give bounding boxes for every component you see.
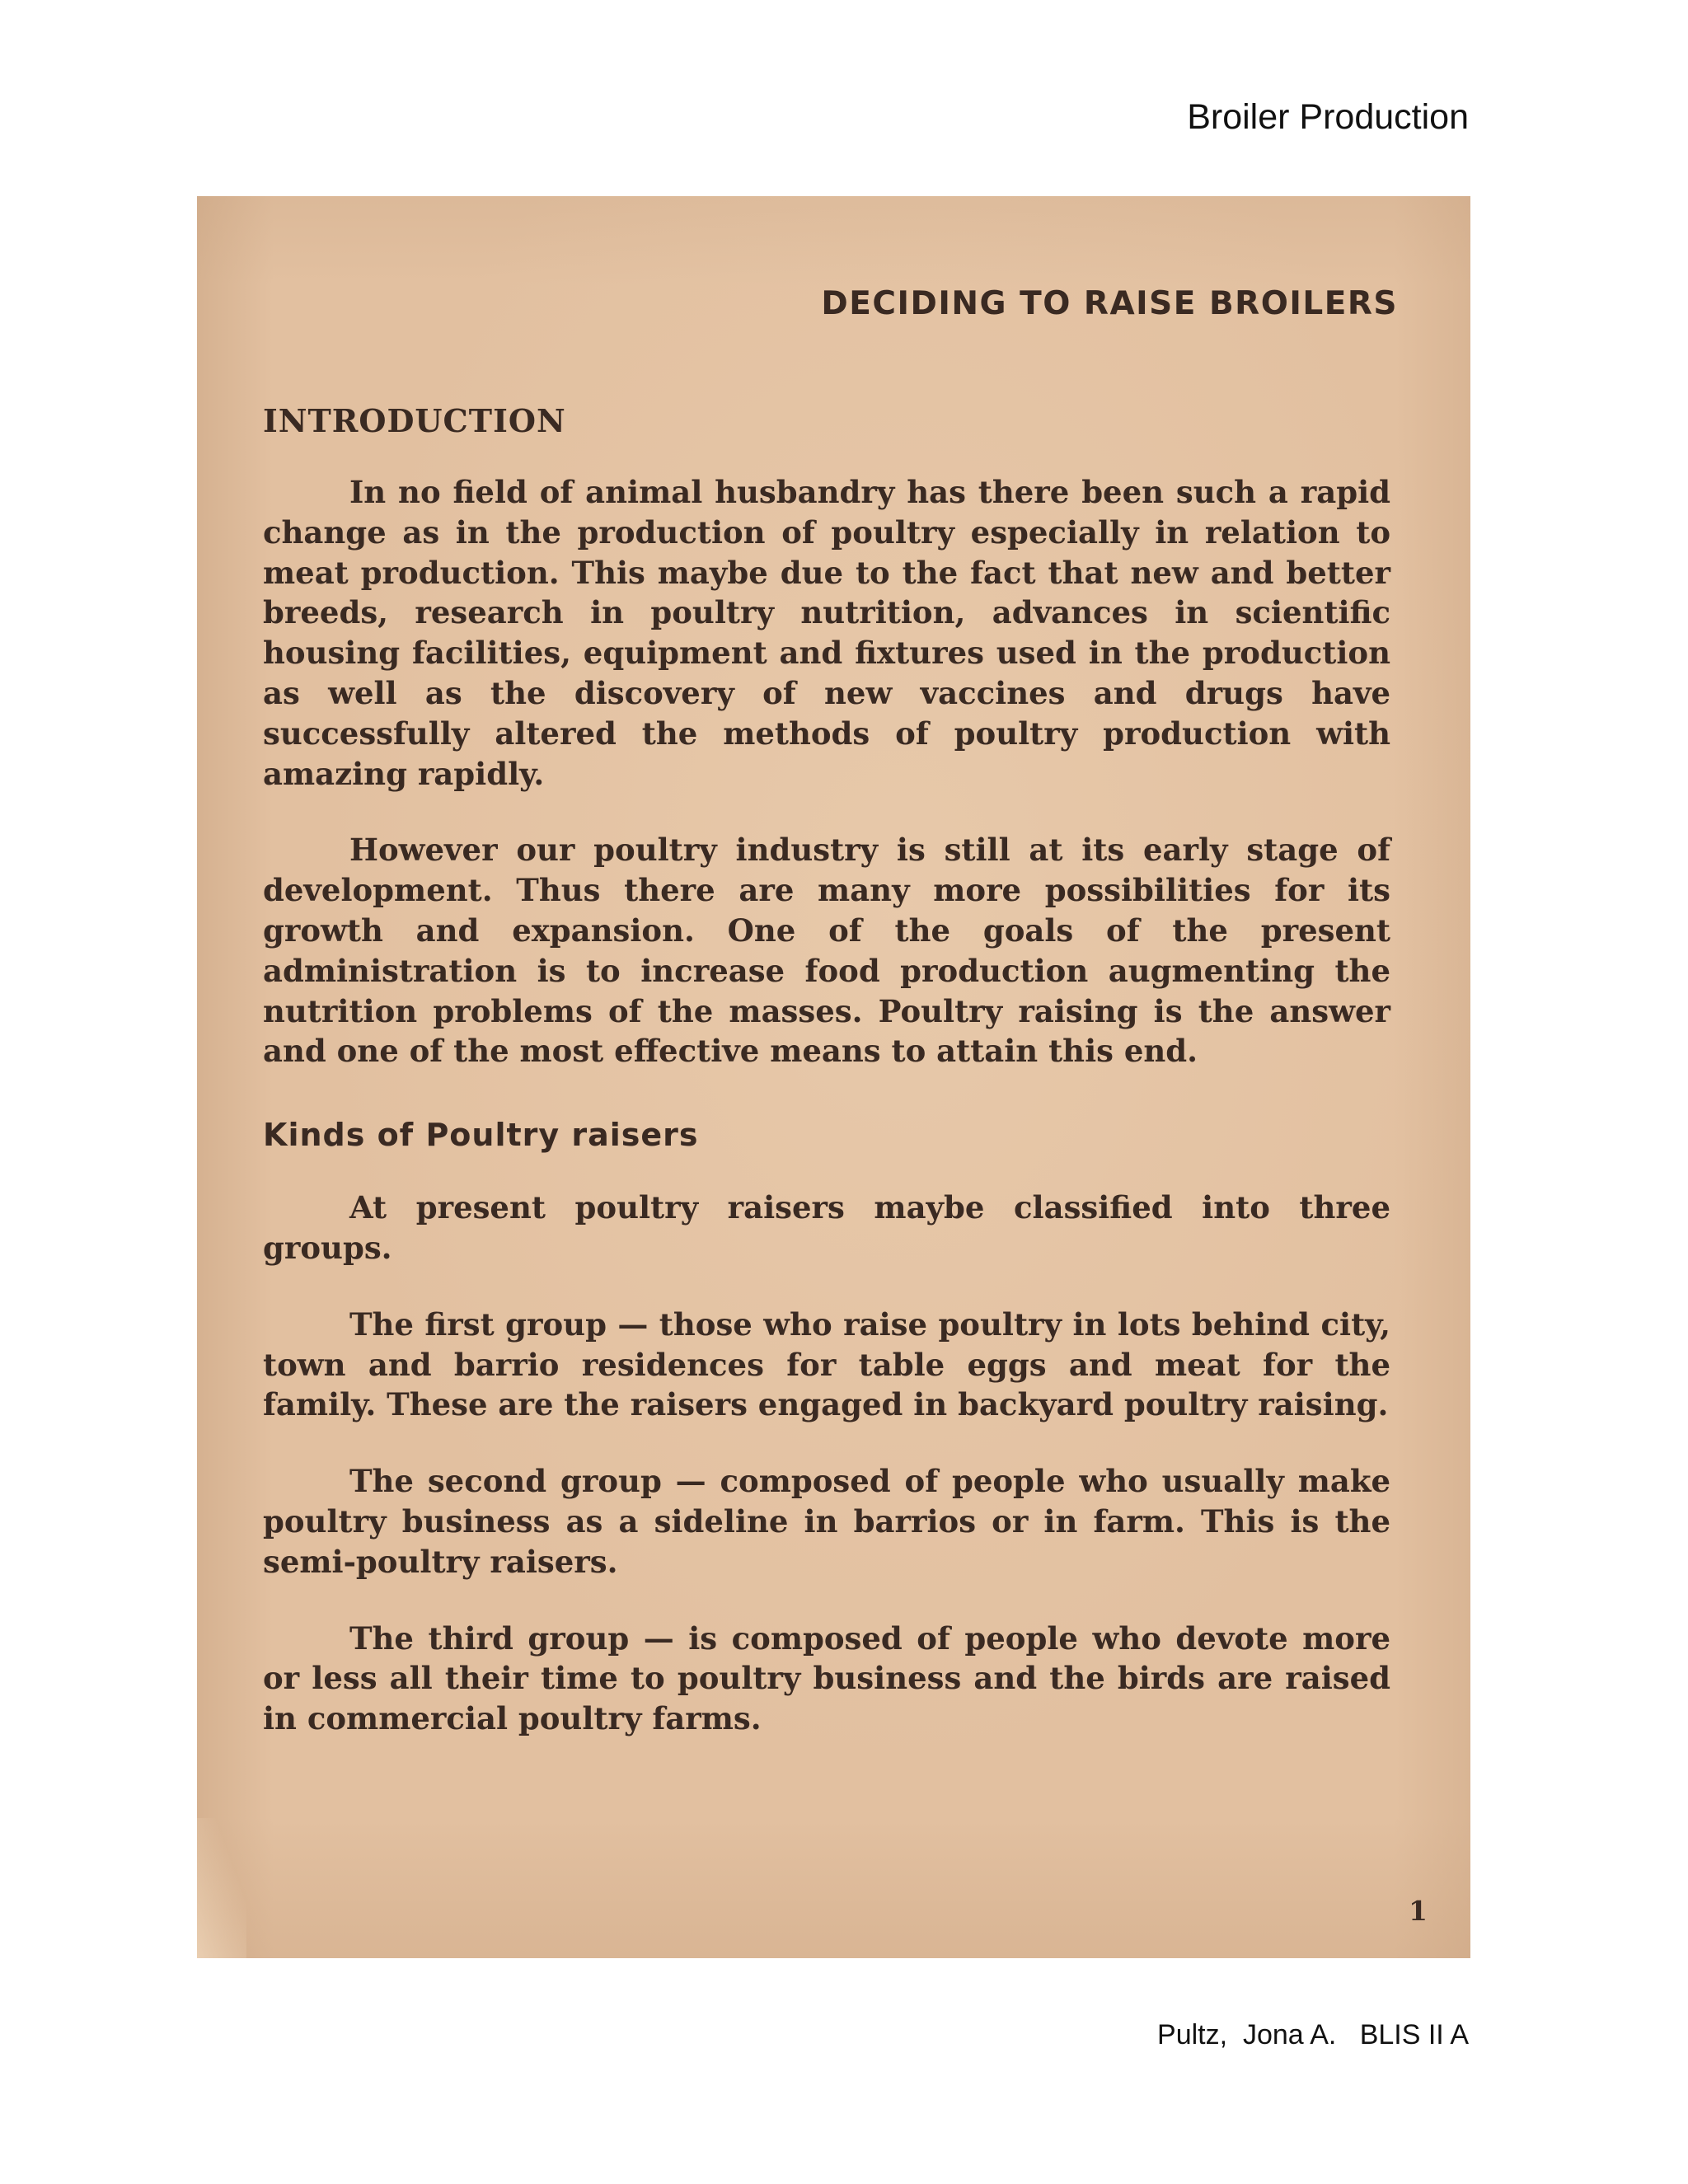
kinds-paragraph: The second group — composed of people who usually make poultry business as a sideline in barrios or in farm. This is the semi-poultry raisers.	[263, 1463, 1390, 1580]
introduction-paragraph: However our poultry industry is still at its early stage of development. Thus there are many more possibilities for its growth and expansion. One of the goals of the present administration is to increase food production augmenting the nutrition problems of the masses. Poultry raising is the answer and one of the most effective means to attain this end.	[263, 832, 1390, 1070]
chapter-title: DECIDING TO RAISE BROILERS	[821, 285, 1398, 322]
page-number: 1	[1409, 1895, 1428, 1927]
section-heading-kinds-of-poultry-raisers: Kinds of Poultry raisers	[263, 1117, 699, 1154]
document-header-title: Broiler Production	[1187, 97, 1469, 137]
document-footer-credit: Pultz, Jona A. BLIS II A	[1157, 2019, 1469, 2050]
kinds-paragraph: The first group — those who raise poultry in lots behind city, town and barrio residences for table eggs and meat for the family. These are the raisers engaged in backyard poultry raising.	[263, 1305, 1390, 1423]
introduction-paragraph: In no field of animal husbandry has there been such a rapid change as in the production of poultry especially in relation to meat production. This maybe due to the fact that new and better breeds, research in poultry nutrition, advances in scientific housing facilities, equipment and fixtures used in the production as well as the discovery of new vaccines and drugs have successfully altered the methods of poultry production with amazing rapidly.	[263, 474, 1390, 792]
page-content	[263, 402, 1390, 1775]
scanned-book-page	[197, 196, 1470, 1958]
kinds-paragraph: The third group — is composed of people who devote more or less all their time to poultry business and the birds are raised in commercial poultry farms.	[263, 1619, 1390, 1737]
kinds-paragraph: At present poultry raisers maybe classified into three groups.	[263, 1189, 1390, 1266]
page-corner-wear	[197, 1818, 246, 1958]
section-heading-introduction: INTRODUCTION	[263, 402, 566, 439]
